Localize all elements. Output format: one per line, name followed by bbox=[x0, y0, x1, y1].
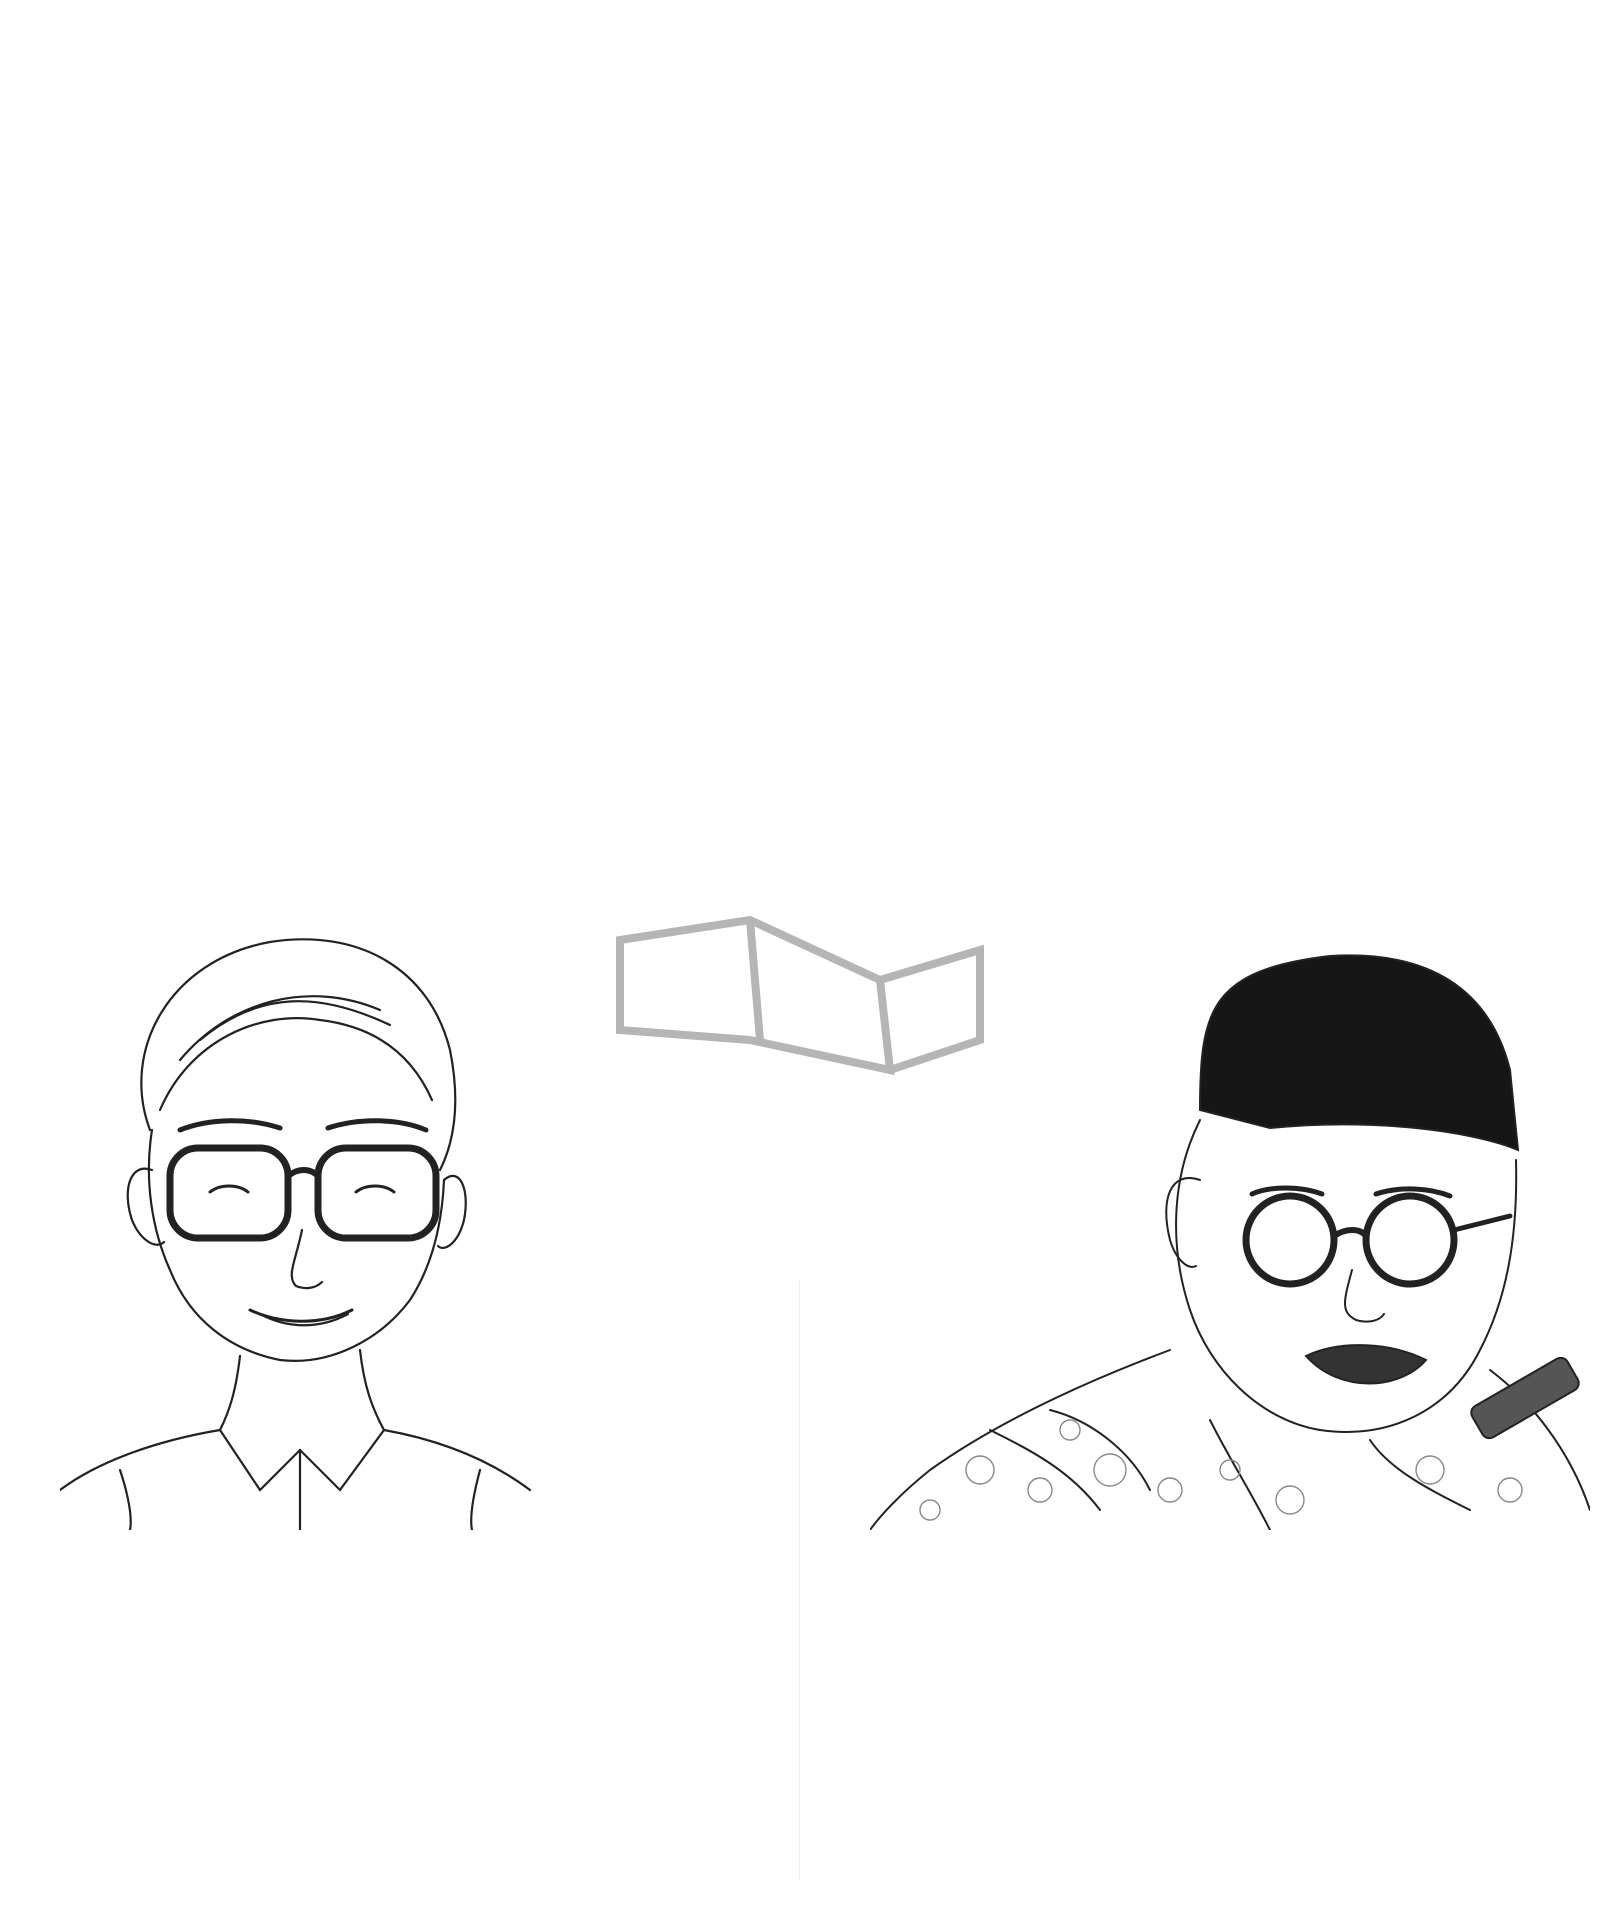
quote-mark-icon bbox=[822, 1070, 1052, 1146]
quote-mark-icon bbox=[528, 1070, 758, 1146]
left-portrait-sketch bbox=[60, 930, 540, 1534]
right-pull-quote bbox=[822, 1070, 1052, 1146]
left-person-header bbox=[18, 678, 738, 692]
column-divider bbox=[799, 1280, 800, 1880]
left-pull-quote bbox=[528, 1070, 758, 1146]
right-portrait-sketch bbox=[870, 950, 1590, 1534]
right-person-header bbox=[822, 678, 1562, 692]
intro-columns bbox=[48, 200, 1548, 640]
